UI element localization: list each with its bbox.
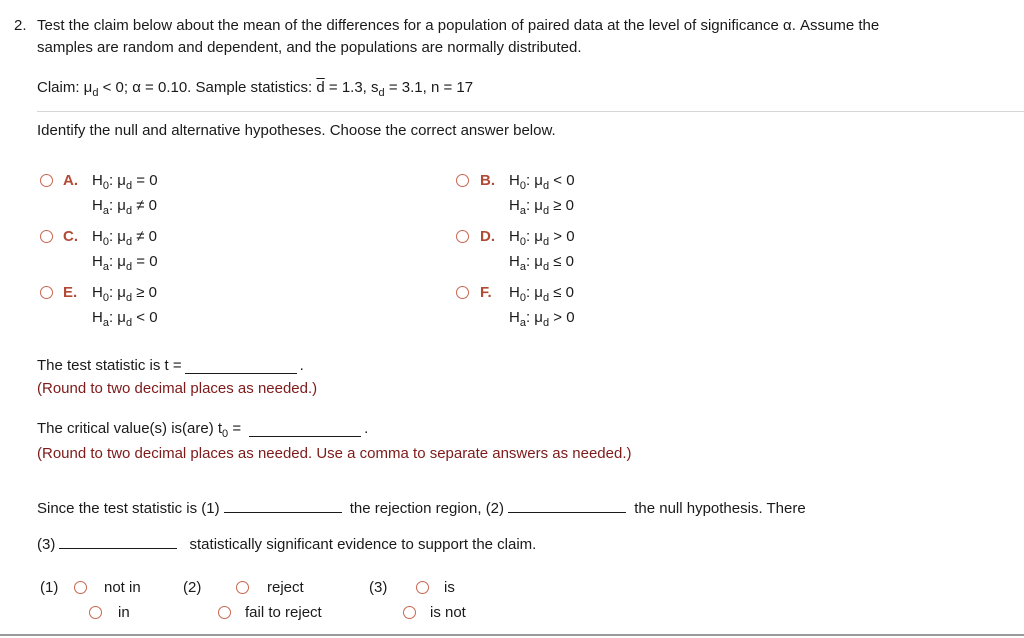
- conclusion-line2: [37, 534, 536, 553]
- choice-is-radio[interactable]: [416, 581, 429, 594]
- blank-number: (3): [37, 536, 56, 553]
- h-subscript: 0: [519, 180, 526, 192]
- choice-reject-radio[interactable]: [236, 581, 249, 594]
- mu-subscript: d: [125, 236, 133, 248]
- operator: ≤: [549, 253, 566, 270]
- mu-subscript: d: [125, 180, 133, 192]
- operator: ≤: [549, 284, 566, 301]
- choice-fail-to-reject-radio[interactable]: [218, 606, 231, 619]
- test-statistic-line: [37, 357, 304, 374]
- conclusion-text: Since the test statistic is: [37, 500, 198, 517]
- critical-sub: 0: [222, 428, 229, 440]
- option-b-radio[interactable]: [456, 174, 469, 187]
- operator: ≥: [549, 197, 566, 214]
- question-text-line2: samples are random and dependent, and the populations are normally distributed.: [37, 39, 582, 56]
- option-d-letter[interactable]: D.: [480, 228, 495, 245]
- mu-symbol: : μ: [525, 253, 543, 270]
- value: 0: [148, 197, 157, 214]
- option-c-null-hypothesis: [92, 228, 157, 248]
- option-f-null-hypothesis: [509, 284, 574, 304]
- value: 0: [566, 309, 575, 326]
- h-subscript: a: [102, 317, 109, 329]
- h-symbol: H: [92, 228, 103, 245]
- mu-symbol: : μ: [108, 253, 126, 270]
- conclusion-line1: [37, 498, 806, 517]
- blank-number: (1): [201, 500, 220, 517]
- h-subscript: 0: [102, 180, 109, 192]
- option-b-null-hypothesis: [509, 172, 575, 192]
- mu-subscript: d: [542, 292, 550, 304]
- choice-reject-label[interactable]: reject: [267, 579, 304, 596]
- option-a-radio[interactable]: [40, 174, 53, 187]
- critical-value-hint: (Round to two decimal places as needed. Use a comma to separate answers as needed.): [37, 445, 632, 462]
- h-subscript: 0: [519, 292, 526, 304]
- h-subscript: a: [102, 205, 109, 217]
- option-b-letter[interactable]: B.: [480, 172, 495, 189]
- option-d-alt-hypothesis: [509, 253, 574, 273]
- option-c-radio[interactable]: [40, 230, 53, 243]
- mu-symbol: : μ: [108, 284, 126, 301]
- option-f-letter[interactable]: F.: [480, 284, 492, 301]
- value: 0: [566, 228, 575, 245]
- option-d-radio[interactable]: [456, 230, 469, 243]
- mu-subscript: d: [125, 292, 133, 304]
- choice-not-in-label[interactable]: not in: [104, 579, 141, 596]
- value: 0: [565, 284, 574, 301]
- mu-symbol: : μ: [108, 197, 126, 214]
- mu-symbol: : μ: [525, 172, 543, 189]
- mu-symbol: : μ: [525, 284, 543, 301]
- divider: [37, 111, 1024, 112]
- value: 0: [149, 309, 158, 326]
- conclusion-text: statistically significant evidence to support the claim.: [189, 536, 537, 553]
- value: 0: [148, 284, 157, 301]
- critical-value-input[interactable]: [249, 422, 361, 437]
- h-subscript: 0: [102, 236, 109, 248]
- group-1-label: (1): [40, 579, 59, 596]
- operator: ≠: [132, 197, 149, 214]
- bottom-border: [0, 634, 1024, 636]
- choice-fail-to-reject-label[interactable]: fail to reject: [245, 604, 322, 621]
- h-subscript: 0: [519, 236, 526, 248]
- claim-sub: d: [378, 87, 385, 99]
- h-symbol: H: [509, 284, 520, 301]
- option-e-null-hypothesis: [92, 284, 157, 304]
- h-symbol: H: [92, 309, 103, 326]
- h-symbol: H: [92, 197, 103, 214]
- value: 0: [148, 228, 157, 245]
- mu-subscript: d: [542, 205, 550, 217]
- h-subscript: 0: [102, 292, 109, 304]
- h-symbol: H: [92, 284, 103, 301]
- question-number: 2.: [14, 17, 27, 34]
- identify-prompt: Identify the null and alternative hypotheses. Choose the correct answer below.: [37, 122, 556, 139]
- h-symbol: H: [509, 309, 520, 326]
- operator: =: [132, 253, 150, 270]
- option-e-radio[interactable]: [40, 286, 53, 299]
- option-e-alt-hypothesis: [92, 309, 158, 329]
- option-a-alt-hypothesis: [92, 197, 157, 217]
- mu-subscript: d: [542, 261, 550, 273]
- operator: ≥: [132, 284, 149, 301]
- value: 0: [565, 197, 574, 214]
- option-c-alt-hypothesis: [92, 253, 158, 273]
- claim-text: = 3.1, n = 17: [384, 79, 474, 96]
- option-a-letter[interactable]: A.: [63, 172, 78, 189]
- conclusion-text: the null hypothesis. There: [634, 500, 806, 517]
- test-statistic-input[interactable]: [185, 359, 297, 374]
- h-subscript: a: [519, 205, 526, 217]
- operator: >: [549, 309, 567, 326]
- h-symbol: H: [92, 253, 103, 270]
- operator: =: [132, 172, 150, 189]
- critical-value-label: The critical value(s) is(are) t: [37, 420, 223, 437]
- operator: <: [132, 309, 150, 326]
- claim-text: < 0; α = 0.10. Sample statistics:: [98, 79, 317, 96]
- h-symbol: H: [509, 172, 520, 189]
- h-subscript: a: [519, 317, 526, 329]
- period: .: [364, 420, 369, 437]
- group-3-label: (3): [369, 579, 388, 596]
- choice-not-in-radio[interactable]: [74, 581, 87, 594]
- h-subscript: a: [519, 261, 526, 273]
- blank-1-dropdown[interactable]: [224, 498, 342, 513]
- dbar-symbol: $\overline{d}$: [316, 79, 325, 96]
- h-subscript: a: [102, 261, 109, 273]
- claim-sub: d: [92, 87, 99, 99]
- mu-subscript: d: [125, 205, 133, 217]
- blank-2-dropdown[interactable]: [508, 498, 626, 513]
- choice-is-not-label[interactable]: is not: [430, 604, 466, 621]
- equals: =: [228, 420, 242, 437]
- h-symbol: H: [92, 172, 103, 189]
- operator: <: [549, 172, 567, 189]
- option-a-null-hypothesis: [92, 172, 158, 192]
- test-statistic-hint: (Round to two decimal places as needed.): [37, 380, 318, 397]
- claim-prefix: Claim: μ: [37, 79, 93, 96]
- option-b-alt-hypothesis: [509, 197, 574, 217]
- conclusion-text: the rejection region,: [349, 500, 482, 517]
- test-statistic-label: The test statistic is t =: [37, 357, 182, 374]
- value: 0: [149, 172, 158, 189]
- option-f-radio[interactable]: [456, 286, 469, 299]
- claim-text: = 1.3, s: [324, 79, 379, 96]
- choice-is-not-radio[interactable]: [403, 606, 416, 619]
- h-symbol: H: [509, 197, 520, 214]
- mu-symbol: : μ: [525, 309, 543, 326]
- option-d-null-hypothesis: [509, 228, 575, 248]
- mu-symbol: : μ: [525, 228, 543, 245]
- mu-subscript: d: [542, 180, 550, 192]
- choice-in-label[interactable]: in: [118, 604, 130, 621]
- option-f-alt-hypothesis: [509, 309, 575, 329]
- claim-line: [37, 79, 474, 99]
- mu-symbol: : μ: [108, 309, 126, 326]
- mu-symbol: : μ: [525, 197, 543, 214]
- value: 0: [565, 253, 574, 270]
- critical-value-line: [37, 420, 369, 440]
- option-c-letter[interactable]: C.: [63, 228, 78, 245]
- blank-number: (2): [485, 500, 505, 517]
- choice-is-label[interactable]: is: [444, 579, 455, 596]
- operator: ≠: [132, 228, 149, 245]
- mu-symbol: : μ: [108, 172, 126, 189]
- value: 0: [149, 253, 158, 270]
- question-text-line1: Test the claim below about the mean of the differences for a population of paired data at the level of significance α. Assume the: [37, 17, 880, 34]
- blank-3-dropdown[interactable]: [59, 534, 177, 549]
- choice-in-radio[interactable]: [89, 606, 102, 619]
- mu-subscript: d: [125, 261, 133, 273]
- mu-subscript: d: [125, 317, 133, 329]
- value: 0: [566, 172, 575, 189]
- operator: >: [549, 228, 567, 245]
- mu-subscript: d: [542, 236, 550, 248]
- group-2-label: (2): [183, 579, 202, 596]
- mu-symbol: : μ: [108, 228, 126, 245]
- h-symbol: H: [509, 253, 520, 270]
- h-symbol: H: [509, 228, 520, 245]
- mu-subscript: d: [542, 317, 550, 329]
- option-e-letter[interactable]: E.: [63, 284, 78, 301]
- period: .: [299, 357, 304, 374]
